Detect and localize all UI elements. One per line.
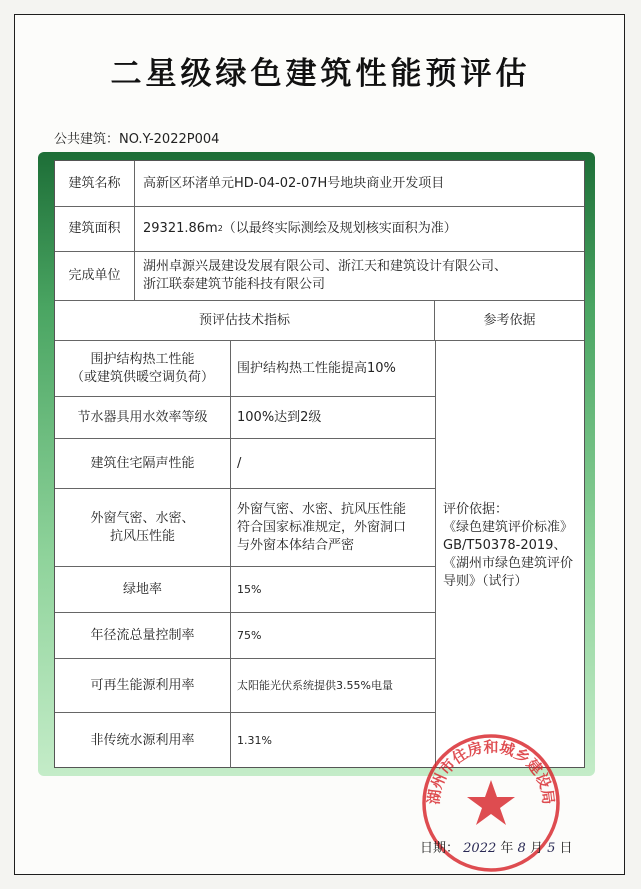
value-line-3: 与外窗本体结合严密: [237, 537, 355, 553]
indicator-label-line-1: 围护结构热工性能: [90, 351, 195, 367]
value-line-1: 外窗气密、水密、抗风压性能: [237, 501, 407, 517]
indicator-runoff-control: 年径流总量控制率: [55, 613, 231, 658]
reference-line-3: GB/T50378-2019、: [443, 538, 567, 553]
reference-line-1: 评价依据：: [443, 502, 509, 517]
date-day: 5: [547, 841, 556, 856]
building-area-label: 建筑面积: [55, 207, 135, 251]
info-table: [54, 160, 585, 768]
table-header-row: [55, 301, 584, 341]
row-building-area: [55, 207, 584, 252]
indicator-label-line-2: （或建筑供暖空调负荷）: [70, 369, 214, 385]
public-building-number: 公共建筑：NO.Y-2022P004: [54, 132, 220, 147]
indicator-value: 1.31%: [237, 733, 272, 747]
indicator-sound-insulation: 建筑住宅隔声性能: [55, 439, 231, 488]
reference-line-2: 《绿色建筑评价标准》: [443, 520, 574, 535]
area-note: （以最终实际测绘及规划核实面积为准）: [222, 221, 457, 236]
completion-unit-label: 完成单位: [55, 252, 135, 300]
indicator-value: /: [237, 455, 242, 471]
date-day-label: 日: [559, 841, 573, 856]
building-area-value: 29321.86m 2 （以最终实际测绘及规划核实面积为准）: [143, 221, 457, 236]
building-name-value: 高新区环渚单元HD-04-02-07H号地块商业开发项目: [143, 175, 445, 191]
reference-line-4: 《湖州市绿色建筑评价: [443, 556, 574, 571]
indicator-envelope: [55, 341, 231, 396]
area-number: 29321.86m: [143, 221, 218, 236]
table-row: [55, 439, 435, 489]
table-row: [55, 397, 435, 439]
indicator-value: [231, 489, 435, 566]
indicator-value: 太阳能光伏系统提供3.55%电量: [237, 678, 393, 692]
table-row: [55, 489, 435, 567]
certificate-title: 二星级绿色建筑性能预评估: [110, 56, 531, 92]
row-completion-unit: [55, 252, 584, 301]
table-row: [55, 341, 435, 397]
completion-unit-line-1: 湖州卓源兴晟建设发展有限公司、浙江天和建筑设计有限公司、: [143, 259, 508, 274]
indicator-nontraditional-water: 非传统水源利用率: [55, 713, 231, 768]
indicator-label-line-1: 外窗气密、水密、: [90, 510, 195, 526]
date-month: 8: [517, 841, 526, 856]
indicator-value: 15%: [237, 582, 262, 596]
date-year: 2022: [463, 841, 497, 856]
reference-basis: [435, 501, 586, 591]
completion-unit-line-2: 浙江联泰建筑节能科技有限公司: [143, 277, 326, 292]
indicator-value: 围护结构热工性能提高10%: [237, 360, 396, 376]
issue-date: [420, 837, 573, 856]
completion-unit-value: [135, 252, 584, 300]
header-indicator: 预评估技术指标: [55, 301, 435, 340]
indicator-water-fixture: 节水器具用水效率等级: [55, 397, 231, 438]
indicator-green-ratio: 绿地率: [55, 567, 231, 612]
table-row: [55, 659, 435, 713]
building-name-label: 建筑名称: [55, 161, 135, 206]
date-month-label: 月: [529, 841, 543, 856]
indicator-window-airtightness: [55, 489, 231, 566]
star-icon: [467, 780, 515, 825]
stamp-text: 湖州市住房和城乡建设局: [424, 737, 558, 806]
reference-line-5: 导则》（试行）: [443, 574, 528, 589]
indicator-renewable-energy: 可再生能源利用率: [55, 659, 231, 712]
row-building-name: [55, 161, 584, 207]
indicator-label-line-2: 抗风压性能: [109, 528, 175, 544]
date-label: 日期：: [420, 841, 460, 856]
header-reference: 参考依据: [483, 312, 536, 328]
table-row: [55, 713, 435, 768]
value-line-2: 符合国家标准规定，外窗洞口: [237, 519, 407, 535]
table-row: [55, 613, 435, 659]
indicator-value: 75%: [237, 628, 262, 642]
date-year-label: 年: [500, 841, 514, 856]
indicator-value: 100%达到2级: [237, 409, 322, 425]
table-row: [55, 567, 435, 613]
